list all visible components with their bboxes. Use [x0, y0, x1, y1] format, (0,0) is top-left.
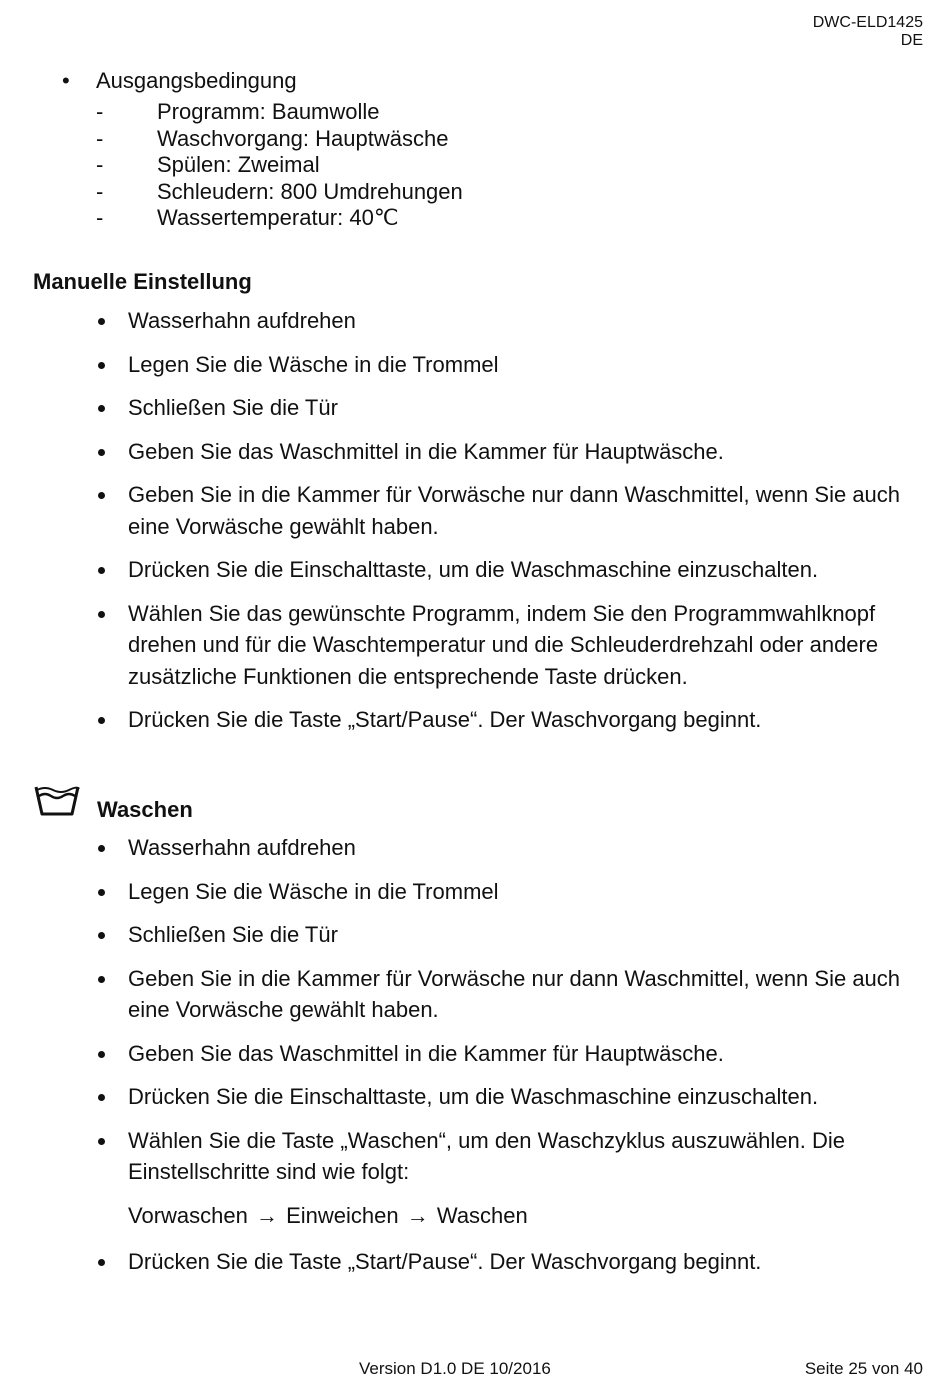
model-number: DWC-ELD1425: [812, 14, 923, 31]
list-item: Wählen Sie die Taste „Waschen“, um den Waschzyklus auszuwählen. Die Einstellschritte sind wie folgt:: [0, 1125, 950, 1188]
version-info: Version D1.0 DE 10/2016: [359, 1359, 551, 1378]
wash-final-list: [0, 1246, 950, 1290]
bullet-icon: [98, 717, 105, 724]
bullet-icon: [98, 1051, 105, 1058]
bullet-icon: [98, 976, 105, 983]
list-item: Drücken Sie die Taste „Start/Pause“. Der Waschvorgang beginnt.: [0, 1246, 950, 1278]
list-item: Geben Sie in die Kammer für Vorwäsche nur dann Waschmittel, wenn Sie auch eine Vorwäsche gewählt haben.: [0, 479, 950, 542]
arrow-right-icon: →: [255, 1203, 278, 1228]
bullet-icon: [98, 1138, 105, 1145]
document-header: [813, 14, 923, 50]
bullet-icon: [98, 1094, 105, 1101]
list-item: Drücken Sie die Einschalttaste, um die Waschmaschine einzuschalten.: [0, 1081, 950, 1113]
bullet-icon: [98, 362, 105, 369]
bullet-icon: •: [62, 68, 70, 93]
list-item: Wasserhahn aufdrehen: [0, 305, 950, 337]
list-item: Schließen Sie die Tür: [0, 392, 950, 424]
arrow-right-icon: →: [406, 1203, 429, 1228]
condition-title: Ausgangsbedingung: [96, 68, 297, 93]
bullet-icon: [98, 845, 105, 852]
manual-steps-list: [0, 305, 950, 748]
list-item: Wählen Sie das gewünschte Programm, indem Sie den Programmwahlknopf drehen und für die Waschtemperatur und die Schleuderdrehzahl oder andere zusätzliche Funktionen die entsprechende Taste drücken.: [0, 598, 950, 693]
bullet-icon: [98, 932, 105, 939]
list-item: Wasserhahn aufdrehen: [0, 832, 950, 864]
bullet-icon: [98, 567, 105, 574]
list-item: Geben Sie das Waschmittel in die Kammer für Hauptwäsche.: [0, 436, 950, 468]
list-item: Drücken Sie die Taste „Start/Pause“. Der Waschvorgang beginnt.: [0, 704, 950, 736]
bullet-icon: [98, 889, 105, 896]
language-code: DE: [900, 32, 923, 49]
manual-heading: Manuelle Einstellung: [33, 269, 252, 294]
wash-steps-list: [0, 832, 950, 1200]
list-item: Geben Sie das Waschmittel in die Kammer für Hauptwäsche.: [0, 1038, 950, 1070]
list-item: Schließen Sie die Tür: [0, 919, 950, 951]
bullet-icon: [98, 318, 105, 325]
bullet-icon: [98, 492, 105, 499]
wash-step-sequence: Vorwaschen → Einweichen → Waschen: [128, 1203, 528, 1228]
list-item: Legen Sie die Wäsche in die Trommel: [0, 876, 950, 908]
list-item: Geben Sie in die Kammer für Vorwäsche nur dann Waschmittel, wenn Sie auch eine Vorwäsche gewählt haben.: [0, 963, 950, 1026]
bullet-icon: [98, 449, 105, 456]
wash-heading: Waschen: [97, 797, 193, 822]
wash-tub-icon: [33, 783, 81, 817]
bullet-icon: [98, 1259, 105, 1266]
bullet-icon: [98, 405, 105, 412]
page-number: Seite 25 von 40: [804, 1359, 923, 1378]
bullet-icon: [98, 611, 105, 618]
list-item: Drücken Sie die Einschalttaste, um die Waschmaschine einzuschalten.: [0, 554, 950, 586]
list-item: Legen Sie die Wäsche in die Trommel: [0, 349, 950, 381]
